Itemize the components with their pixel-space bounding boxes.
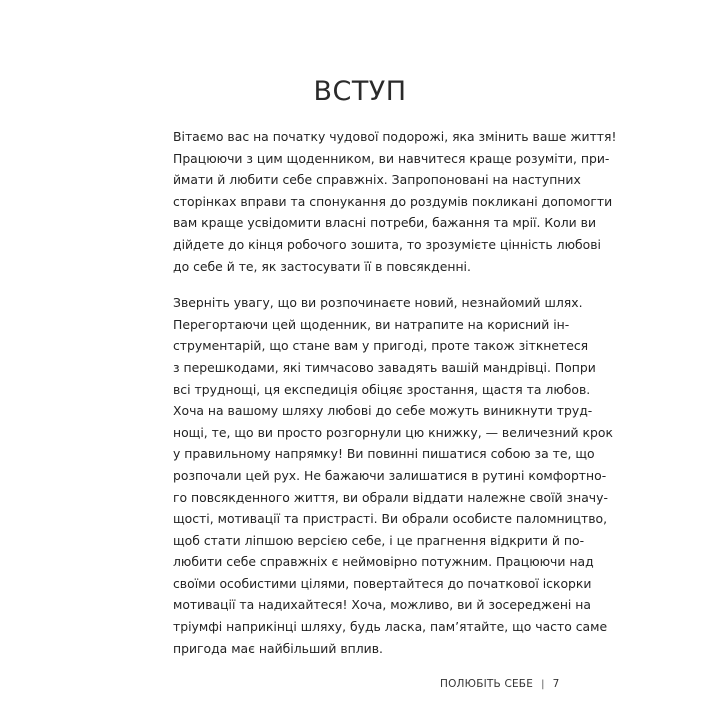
text-line: своїми особистими цілями, повертайтеся до початкової іскорки — [173, 575, 592, 591]
text-line: сторінках вправи та спонукання до роздумів покликані допомогти — [173, 193, 613, 209]
text-line: Зверніть увагу, що ви розпочинаєте новий, незнайомий шлях. — [173, 295, 583, 311]
paragraph-2 — [173, 292, 613, 659]
text-line: у правильному напрямку! Ви повинні пишатися собою за те, що — [173, 446, 595, 462]
text-line: Хоча на вашому шляху любові до себе можуть виникнути труд- — [173, 403, 593, 419]
footer-book-title: ПОЛЮБІТЬ СЕБЕ — [440, 678, 534, 690]
text-line: щоб стати ліпшою версією себе, і це прагнення відкрити й по- — [173, 532, 585, 548]
text-line: Працюючи з цим щоденником, ви навчитеся краще розуміти, при- — [173, 150, 610, 166]
text-line: нощі, те, що ви просто розгорнули цю книжку, — величезний крок — [173, 424, 613, 440]
text-line: мотивації та надихайтеся! Хоча, можливо, ви й зосереджені на — [173, 597, 591, 613]
paragraph-1 — [173, 126, 617, 277]
text-line: до себе й те, як застосувати її в повсякденні. — [173, 258, 471, 274]
text-line: Вітаємо вас на початку чудової подорожі, яка змінить ваше життя! — [173, 129, 617, 144]
text-line: Перегортаючи цей щоденник, ви натрапите на корисний ін- — [173, 316, 570, 332]
text-line: струментарій, що стане вам у пригоді, проте також зіткнетеся — [173, 338, 589, 354]
text-line: щості, мотивації та пристрасті. Ви обрали особисте паломництво, — [173, 511, 608, 527]
page-title: ВСТУП — [313, 76, 407, 108]
text-line: пригода має найбільший вплив. — [173, 640, 383, 656]
footer-separator: | — [541, 678, 545, 690]
text-line: всі труднощі, ця експедиція обіцяє зростання, щастя та любов. — [173, 381, 591, 397]
text-line: ймати й любити себе справжніх. Запропоновані на наступних — [173, 172, 581, 188]
text-line: вам краще усвідомити власні потреби, бажання та мрії. Коли ви — [173, 215, 597, 231]
running-footer — [440, 678, 570, 690]
text-line: розпочали цей рух. Не бажаючи залишатися в рутині комфортно- — [173, 467, 607, 483]
page-number: 7 — [552, 678, 560, 690]
text-line: дійдете до кінця робочого зошита, то зрозумієте цінність любові — [173, 236, 601, 252]
text-line: любити себе справжніх є неймовірно потужним. Працюючи над — [173, 554, 594, 570]
body-text — [173, 126, 617, 674]
text-line: з перешкодами, які тимчасово завадять вашій мандрівці. Попри — [173, 359, 596, 375]
text-line: го повсякденного життя, ви обрали віддати належне своїй значу- — [173, 489, 608, 505]
text-line: тріумфі наприкінці шляху, будь ласка, пам’ятайте, що часто саме — [173, 619, 608, 635]
